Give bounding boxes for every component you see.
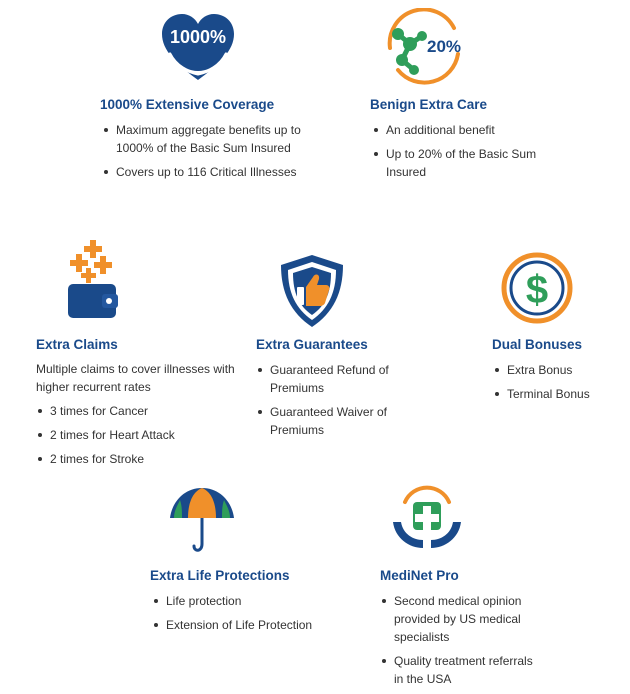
list-item: An additional benefit xyxy=(372,121,572,139)
medical-cross-hands-icon xyxy=(389,482,465,554)
list-item: 2 times for Stroke xyxy=(36,450,236,468)
list-item: Guaranteed Waiver of Premiums xyxy=(256,403,426,439)
list-item: Covers up to 116 Critical Illnesses xyxy=(102,163,302,181)
list-item: Maximum aggregate benefits up to 1000% of the Basic Sum Insured xyxy=(102,121,302,157)
umbrella-icon xyxy=(168,484,236,556)
life-title: Extra Life Protections xyxy=(150,568,290,583)
medinet-bullets xyxy=(380,592,540,694)
dollar-coin-icon xyxy=(500,251,574,325)
claims-bullets xyxy=(36,402,236,474)
guarantees-bullets xyxy=(256,361,426,445)
list-item: 2 times for Heart Attack xyxy=(36,426,236,444)
bonuses-bullets xyxy=(493,361,613,409)
wallet-crosses-icon xyxy=(64,238,124,322)
list-item: Second medical opinion provided by US medical specialists xyxy=(380,592,540,646)
coverage-badge: 1000% xyxy=(169,27,227,47)
list-item: Terminal Bonus xyxy=(493,385,613,403)
list-item: Life protection xyxy=(152,592,352,610)
coverage-bullets xyxy=(102,121,302,187)
benign-bullets xyxy=(372,121,572,187)
bonuses-title: Dual Bonuses xyxy=(492,337,583,352)
list-item: Guaranteed Refund of Premiums xyxy=(256,361,426,397)
molecule-icon xyxy=(380,8,472,86)
benign-title: Benign Extra Care xyxy=(370,97,488,112)
guarantees-title: Extra Guarantees xyxy=(256,337,368,352)
list-item: Quality treatment referrals in the USA xyxy=(380,652,540,688)
shield-thumbs-up-icon xyxy=(277,253,347,329)
claims-title: Extra Claims xyxy=(36,337,118,352)
list-item: 3 times for Cancer xyxy=(36,402,236,420)
list-item: Extension of Life Protection xyxy=(152,616,352,634)
medinet-title: MediNet Pro xyxy=(380,568,459,583)
coverage-title: 1000% Extensive Coverage xyxy=(100,97,275,112)
life-bullets xyxy=(152,592,352,640)
benign-badge: 20% xyxy=(426,37,462,56)
claims-intro: Multiple claims to cover illnesses with higher recurrent rates xyxy=(36,362,235,394)
list-item: Up to 20% of the Basic Sum Insured xyxy=(372,145,572,181)
list-item: Extra Bonus xyxy=(493,361,613,379)
heart-hands-icon xyxy=(158,10,238,86)
svg-text:$: $ xyxy=(525,268,549,312)
